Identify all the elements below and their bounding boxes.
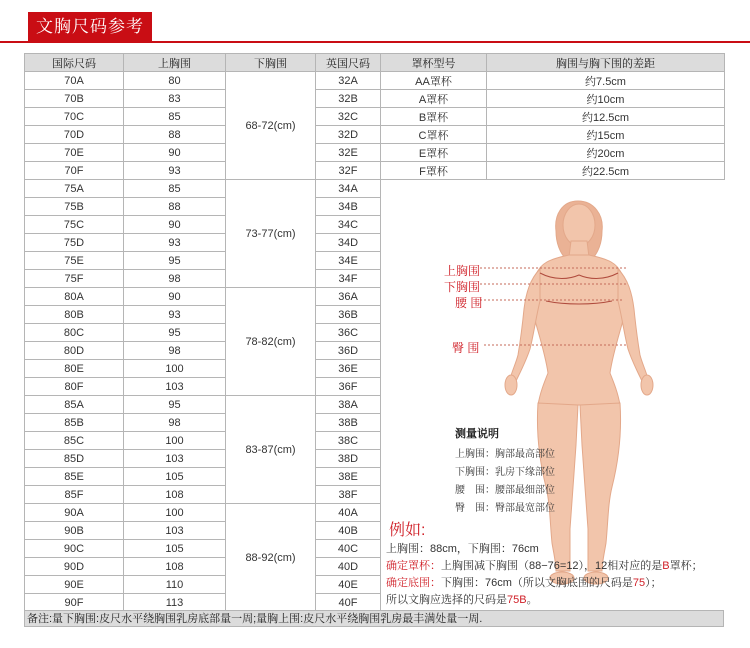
- result-tail: 。: [526, 594, 538, 606]
- uk-size-cell: 38A: [316, 396, 381, 414]
- uk-size-cell: 40B: [316, 522, 381, 540]
- overbust-cell: 100: [124, 504, 226, 522]
- band-tail: ）；: [645, 577, 662, 589]
- intl-size-cell: 90E: [25, 576, 124, 594]
- intl-size-cell: 85F: [25, 486, 124, 504]
- table-header-row: [25, 54, 725, 72]
- cup-type-cell: C罩杯: [381, 126, 487, 144]
- intl-size-cell: 70A: [25, 72, 124, 90]
- uk-size-cell: 36D: [316, 342, 381, 360]
- underbust-range-cell: 83-87(cm): [226, 396, 316, 504]
- overbust-cell: 93: [124, 306, 226, 324]
- header-intl-size: 国际尺码: [25, 54, 124, 72]
- intl-size-cell: 90D: [25, 558, 124, 576]
- intl-size-cell: 75D: [25, 234, 124, 252]
- difference-cell: 约12.5cm: [487, 108, 725, 126]
- body-figure-illustration: [380, 183, 724, 597]
- footer-note: 备注:量下胸围:皮尺水平绕胸围乳房底部量一周;量胸上围:皮尺水平绕胸围乳房最丰满处量一周.: [24, 610, 724, 627]
- header-underbust: 下胸围: [226, 54, 316, 72]
- intl-size-cell: 90A: [25, 504, 124, 522]
- example-line-result: [386, 591, 538, 607]
- uk-size-cell: 40F: [316, 594, 381, 612]
- overbust-cell: 90: [124, 288, 226, 306]
- header-difference: 胸围与胸下围的差距: [487, 54, 725, 72]
- difference-cell: 约15cm: [487, 126, 725, 144]
- overbust-cell: 98: [124, 342, 226, 360]
- overbust-cell: 113: [124, 594, 226, 612]
- uk-size-cell: 40D: [316, 558, 381, 576]
- intl-size-cell: 80D: [25, 342, 124, 360]
- overbust-cell: 93: [124, 162, 226, 180]
- uk-size-cell: 32F: [316, 162, 381, 180]
- overbust-cell: 93: [124, 234, 226, 252]
- intl-size-cell: 75C: [25, 216, 124, 234]
- intl-size-cell: 70F: [25, 162, 124, 180]
- legend-title: 测量说明: [455, 428, 499, 440]
- underbust-range-cell: 73-77(cm): [226, 180, 316, 288]
- uk-size-cell: 38B: [316, 414, 381, 432]
- uk-size-cell: 40E: [316, 576, 381, 594]
- uk-size-cell: 40C: [316, 540, 381, 558]
- intl-size-cell: 80C: [25, 324, 124, 342]
- underbust-range-cell: 68-72(cm): [226, 72, 316, 180]
- intl-size-cell: 75F: [25, 270, 124, 288]
- intl-size-cell: 70D: [25, 126, 124, 144]
- intl-size-cell: 80A: [25, 288, 124, 306]
- label-waist: 腰 围: [455, 296, 483, 310]
- overbust-cell: 100: [124, 432, 226, 450]
- cup-type-cell: F罩杯: [381, 162, 487, 180]
- band-highlight: 75: [632, 577, 646, 589]
- uk-size-cell: 32D: [316, 126, 381, 144]
- uk-size-cell: 32C: [316, 108, 381, 126]
- overbust-cell: 98: [124, 270, 226, 288]
- result-text: 所以文胸应选择的尺码是: [386, 594, 507, 606]
- overbust-cell: 80: [124, 72, 226, 90]
- overbust-cell: 85: [124, 108, 226, 126]
- uk-size-cell: 32B: [316, 90, 381, 108]
- header-uk-size: 英国尺码: [316, 54, 381, 72]
- table-row: [25, 126, 725, 144]
- label-underbust: 下胸围: [444, 280, 481, 294]
- legend-item: 臀 围：臀部最宽部位: [455, 503, 555, 514]
- difference-cell: 约7.5cm: [487, 72, 725, 90]
- underbust-range-cell: 88-92(cm): [226, 504, 316, 612]
- cup-tail: 罩杯；: [669, 560, 703, 572]
- difference-cell: 约20cm: [487, 144, 725, 162]
- uk-size-cell: 34F: [316, 270, 381, 288]
- body-silhouette-image: [380, 183, 724, 597]
- overbust-cell: 103: [124, 378, 226, 396]
- uk-size-cell: 38D: [316, 450, 381, 468]
- overbust-cell: 95: [124, 396, 226, 414]
- overbust-cell: 105: [124, 468, 226, 486]
- overbust-cell: 85: [124, 180, 226, 198]
- overbust-cell: 108: [124, 486, 226, 504]
- legend-item: 上胸围：胸部最高部位: [455, 449, 555, 460]
- legend-item: 下胸围：乳房下缘部位: [455, 467, 555, 478]
- overbust-cell: 103: [124, 522, 226, 540]
- overbust-cell: 108: [124, 558, 226, 576]
- uk-size-cell: 36E: [316, 360, 381, 378]
- uk-size-cell: 34C: [316, 216, 381, 234]
- uk-size-cell: 32E: [316, 144, 381, 162]
- table-row: [25, 90, 725, 108]
- intl-size-cell: 85B: [25, 414, 124, 432]
- intl-size-cell: 80F: [25, 378, 124, 396]
- result-highlight: 75B: [507, 594, 527, 606]
- uk-size-cell: 34D: [316, 234, 381, 252]
- cup-label: 确定罩杯：: [386, 560, 441, 572]
- uk-size-cell: 32A: [316, 72, 381, 90]
- label-hip: 臀 围: [452, 341, 480, 355]
- table-row: [25, 108, 725, 126]
- intl-size-cell: 90C: [25, 540, 124, 558]
- band-label: 确定底围：: [386, 577, 441, 589]
- overbust-cell: 103: [124, 450, 226, 468]
- header-cup-type: 罩杯型号: [381, 54, 487, 72]
- overbust-cell: 90: [124, 144, 226, 162]
- legend-item: 腰 围：腰部最细部位: [455, 485, 555, 496]
- uk-size-cell: 38C: [316, 432, 381, 450]
- uk-size-cell: 36F: [316, 378, 381, 396]
- uk-size-cell: 36B: [316, 306, 381, 324]
- intl-size-cell: 75E: [25, 252, 124, 270]
- underbust-range-cell: 78-82(cm): [226, 288, 316, 396]
- cup-type-cell: B罩杯: [381, 108, 487, 126]
- band-text: 下胸围：76cm（所以文胸底围的尺码是: [441, 577, 633, 589]
- label-bust: 上胸围: [444, 264, 481, 278]
- intl-size-cell: 70E: [25, 144, 124, 162]
- overbust-cell: 100: [124, 360, 226, 378]
- example-line-measurements: 上胸围：88cm，下胸围：76cm: [386, 543, 539, 555]
- intl-size-cell: 70B: [25, 90, 124, 108]
- cup-type-cell: AA罩杯: [381, 72, 487, 90]
- difference-cell: 约10cm: [487, 90, 725, 108]
- overbust-cell: 88: [124, 126, 226, 144]
- cup-text: 上胸围减下胸围（88−76=12），12相对应的是: [441, 560, 663, 572]
- uk-size-cell: 34B: [316, 198, 381, 216]
- header-overbust: 上胸围: [124, 54, 226, 72]
- intl-size-cell: 85E: [25, 468, 124, 486]
- example-title: 例如:: [389, 522, 426, 539]
- cup-highlight: B: [662, 560, 670, 572]
- overbust-cell: 88: [124, 198, 226, 216]
- uk-size-cell: 38E: [316, 468, 381, 486]
- overbust-cell: 105: [124, 540, 226, 558]
- table-row: [25, 72, 725, 90]
- overbust-cell: 95: [124, 324, 226, 342]
- intl-size-cell: 85C: [25, 432, 124, 450]
- example-line-cup: [386, 557, 703, 573]
- uk-size-cell: 34A: [316, 180, 381, 198]
- overbust-cell: 95: [124, 252, 226, 270]
- overbust-cell: 98: [124, 414, 226, 432]
- difference-cell: 约22.5cm: [487, 162, 725, 180]
- uk-size-cell: 36C: [316, 324, 381, 342]
- intl-size-cell: 90B: [25, 522, 124, 540]
- intl-size-cell: 80E: [25, 360, 124, 378]
- table-row: [25, 144, 725, 162]
- title-divider: [0, 41, 750, 43]
- intl-size-cell: 85A: [25, 396, 124, 414]
- table-row: [25, 162, 725, 180]
- intl-size-cell: 75B: [25, 198, 124, 216]
- example-line-band: [386, 574, 662, 590]
- intl-size-cell: 75A: [25, 180, 124, 198]
- overbust-cell: 90: [124, 216, 226, 234]
- intl-size-cell: 70C: [25, 108, 124, 126]
- uk-size-cell: 40A: [316, 504, 381, 522]
- page-title: 文胸尺码参考: [28, 12, 152, 42]
- uk-size-cell: 38F: [316, 486, 381, 504]
- overbust-cell: 83: [124, 90, 226, 108]
- uk-size-cell: 34E: [316, 252, 381, 270]
- cup-type-cell: E罩杯: [381, 144, 487, 162]
- intl-size-cell: 90F: [25, 594, 124, 612]
- intl-size-cell: 85D: [25, 450, 124, 468]
- cup-type-cell: A罩杯: [381, 90, 487, 108]
- intl-size-cell: 80B: [25, 306, 124, 324]
- overbust-cell: 110: [124, 576, 226, 594]
- uk-size-cell: 36A: [316, 288, 381, 306]
